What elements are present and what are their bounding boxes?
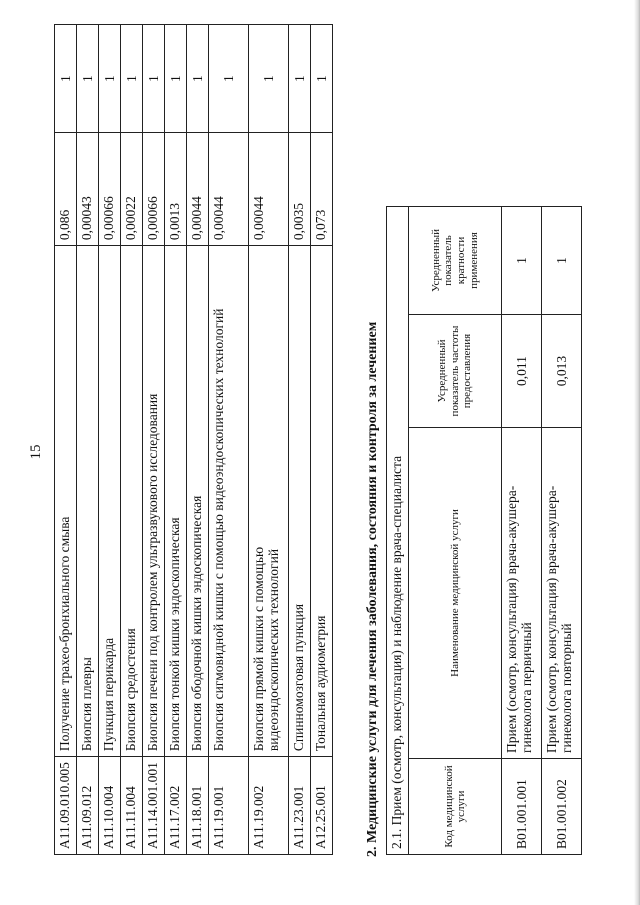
table-row	[55, 25, 77, 855]
service-multiplicity: 1	[187, 25, 209, 133]
table-row	[187, 25, 209, 855]
service-code: B01.001.002	[542, 759, 582, 855]
service-code: A11.14.001.001	[143, 757, 165, 855]
service-frequency: 0,073	[311, 133, 333, 246]
table-row	[311, 25, 333, 855]
table-row	[209, 25, 249, 855]
service-frequency: 0,00022	[121, 133, 143, 246]
service-code: A12.25.001	[311, 757, 333, 855]
table-header-row	[409, 207, 502, 855]
services-table-1	[54, 24, 333, 855]
service-code: B01.001.001	[502, 759, 542, 855]
table-row	[143, 25, 165, 855]
service-code: A11.09.010.005	[55, 757, 77, 855]
service-code: A11.10.004	[99, 757, 121, 855]
service-multiplicity: 1	[77, 25, 99, 133]
table-row	[502, 207, 542, 855]
service-code: A11.17.002	[165, 757, 187, 855]
table-row	[99, 25, 121, 855]
service-code: A11.09.012	[77, 757, 99, 855]
page-number: 15	[28, 444, 44, 460]
header-frequency: Усредненный показатель частоты предоставления	[409, 315, 502, 428]
service-name: Биопсия плевры	[77, 246, 99, 757]
service-name	[249, 246, 289, 757]
table-row	[77, 25, 99, 855]
service-name: Биопсия сигмовидной кишки с помощью видеоэндоскопических технологий	[209, 246, 249, 757]
service-multiplicity: 1	[165, 25, 187, 133]
service-code: A11.18.001	[187, 757, 209, 855]
table-row	[542, 207, 582, 855]
service-name: Прием (осмотр, консультация) врача-акушера-гинеколога первичный	[502, 428, 542, 759]
service-multiplicity: 1	[209, 25, 249, 133]
service-name: Тональная аудиометрия	[311, 246, 333, 757]
header-code: Код медицинской услуги	[409, 759, 502, 855]
service-code: A11.19.002	[249, 757, 289, 855]
table-row	[249, 25, 289, 855]
service-name: Биопсия ободочной кишки эндоскопическая	[187, 246, 209, 757]
service-frequency: 0,0035	[289, 133, 311, 246]
header-name: Наименование медицинской услуги	[409, 428, 502, 759]
service-multiplicity: 1	[249, 25, 289, 133]
service-frequency: 0,00044	[249, 133, 289, 246]
service-frequency: 0,00043	[77, 133, 99, 246]
service-frequency: 0,011	[502, 315, 542, 428]
service-multiplicity: 1	[143, 25, 165, 133]
table-caption-row	[387, 207, 409, 855]
service-multiplicity: 1	[121, 25, 143, 133]
section-heading: 2. Медицинские услуги для лечения заболевания, состояния и контроля за лечением	[365, 321, 380, 857]
service-name: Получение трахео-бронхиального смыва	[55, 246, 77, 757]
service-name: Спинномозговая пункция	[289, 246, 311, 757]
service-multiplicity: 1	[55, 25, 77, 133]
table-caption: 2.1. Прием (осмотр, консультация) и наблюдение врача-специалиста	[387, 207, 409, 855]
service-frequency: 0,086	[55, 133, 77, 246]
service-name-text: Биопсия прямой кишки с помощью видеоэндоскопических технологий	[251, 546, 282, 752]
service-code: A11.19.001	[209, 757, 249, 855]
service-frequency: 0,00044	[209, 133, 249, 246]
service-frequency: 0,00044	[187, 133, 209, 246]
service-multiplicity: 1	[542, 207, 582, 315]
service-multiplicity: 1	[99, 25, 121, 133]
service-frequency: 0,00066	[99, 133, 121, 246]
service-name: Биопсия средостения	[121, 246, 143, 757]
service-frequency: 0,013	[542, 315, 582, 428]
service-name: Биопсия печени под контролем ультразвукового исследования	[143, 246, 165, 757]
service-frequency: 0,0013	[165, 133, 187, 246]
table-row	[121, 25, 143, 855]
service-multiplicity: 1	[311, 25, 333, 133]
service-frequency: 0,00066	[143, 133, 165, 246]
header-multiplicity: Усредненный показатель кратности применения	[409, 207, 502, 315]
service-multiplicity: 1	[289, 25, 311, 133]
service-name: Биопсия тонкой кишки эндоскопическая	[165, 246, 187, 757]
table-row	[165, 25, 187, 855]
service-code: A11.23.001	[289, 757, 311, 855]
service-name: Прием (осмотр, консультация) врача-акушера-гинеколога повторный	[542, 428, 582, 759]
service-code: A11.11.004	[121, 757, 143, 855]
service-multiplicity: 1	[502, 207, 542, 315]
service-name: Пункция перикарда	[99, 246, 121, 757]
table-row	[289, 25, 311, 855]
services-table-2	[386, 206, 582, 855]
